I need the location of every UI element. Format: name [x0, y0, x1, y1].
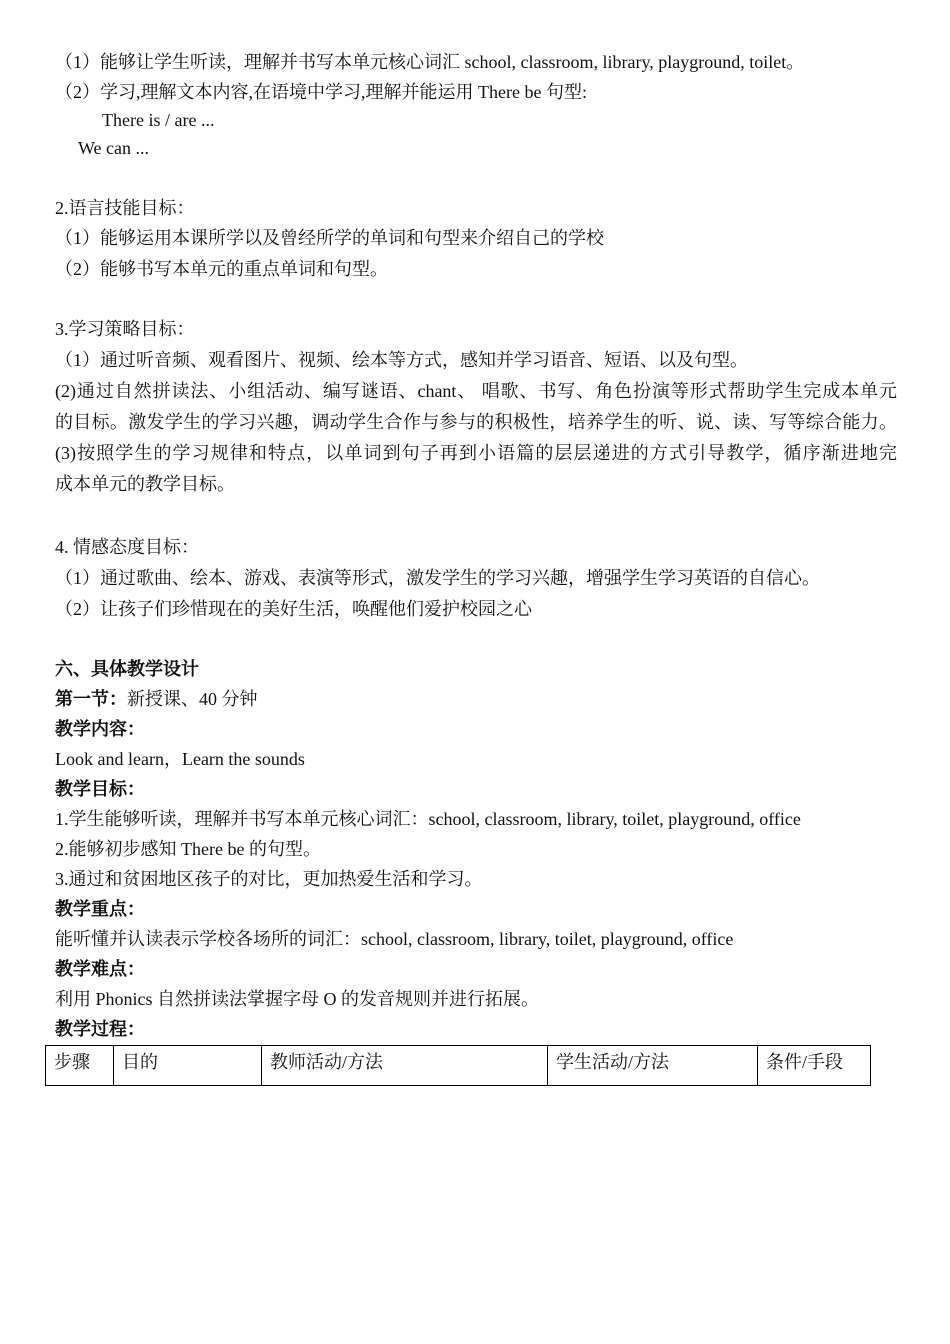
header-cell-purpose: 目的 [114, 1046, 262, 1086]
attitude-item-1: （1）通过歌曲、绘本、游戏、表演等形式，激发学生的学习兴趣，增强学生学习英语的自信心。 [55, 568, 820, 588]
goal-2: 2.能够初步感知 There be 的句型。 [55, 839, 321, 859]
header-cell-student-activity: 学生活动/方法 [548, 1046, 758, 1086]
content-label: 教学内容： [55, 719, 145, 739]
sentence-pattern-there-be: There is / are ... [102, 110, 215, 130]
strategy-item-3-line-1: (3)按照学生的学习规律和特点，以单词到句子再到小语篇的层层递进的方式引导教学，循序渐进地完 [55, 443, 897, 463]
strategy-heading: 3.学习策略目标： [55, 319, 195, 339]
key-points-label: 教学重点： [55, 899, 145, 919]
knowledge-item-2: （2）学习,理解文本内容,在语境中学习,理解并能运用 There be 句型: [55, 82, 587, 102]
strategy-item-1: （1）通过听音频、观看图片、视频、绘本等方式，感知并学习语音、短语、以及句型。 [55, 350, 748, 370]
section-value: 新授课、40 分钟 [127, 689, 258, 709]
table-header-row [46, 1046, 871, 1086]
sentence-pattern-we-can: We can ... [78, 138, 150, 158]
difficulty-label: 教学难点： [55, 959, 145, 979]
difficulty-value: 利用 Phonics 自然拼读法掌握字母 O 的发音规则并进行拓展。 [55, 989, 540, 1009]
header-cell-conditions: 条件/手段 [758, 1046, 871, 1086]
header-cell-teacher-activity: 教师活动/方法 [262, 1046, 548, 1086]
attitude-item-2: （2）让孩子们珍惜现在的美好生活，唤醒他们爱护校园之心 [55, 599, 532, 619]
design-heading: 六、具体教学设计 [55, 659, 199, 679]
strategy-item-2-line-2: 的目标。激发学生的学习兴趣，调动学生合作与参与的积极性，培养学生的听、说、读、写等综合能力。 [55, 412, 897, 432]
strategy-item-3-line-2: 成本单元的教学目标。 [55, 474, 235, 494]
goal-3: 3.通过和贫困地区孩子的对比，更加热爱生活和学习。 [55, 869, 483, 889]
strategy-item-2-line-1: (2)通过自然拼读法、小组活动、编写谜语、chant、 唱歌、书写、角色扮演等形式帮助学生完成本单元 [55, 381, 897, 401]
key-points-value: 能听懂并认读表示学校各场所的词汇：school, classroom, library, toilet, playground, office [55, 929, 734, 949]
section-line [55, 688, 258, 710]
skills-item-1: （1）能够运用本课所学以及曾经所学的单词和句型来介绍自己的学校 [55, 228, 604, 248]
goals-label: 教学目标： [55, 779, 145, 799]
attitude-heading: 4. 情感态度目标： [55, 537, 199, 557]
content-value: Look and learn，Learn the sounds [55, 749, 305, 769]
section-label: 第一节： [55, 689, 127, 709]
skills-item-2: （2）能够书写本单元的重点单词和句型。 [55, 259, 388, 279]
process-label: 教学过程： [55, 1019, 145, 1039]
teaching-process-table [45, 1045, 871, 1086]
knowledge-item-1: （1）能够让学生听读，理解并书写本单元核心词汇 school, classroom, library, playground, toilet。 [55, 52, 805, 72]
skills-heading: 2.语言技能目标： [55, 198, 195, 218]
goal-1: 1.学生能够听读，理解并书写本单元核心词汇：school, classroom, library, toilet, playground, office [55, 809, 801, 829]
header-cell-step: 步骤 [46, 1046, 114, 1086]
